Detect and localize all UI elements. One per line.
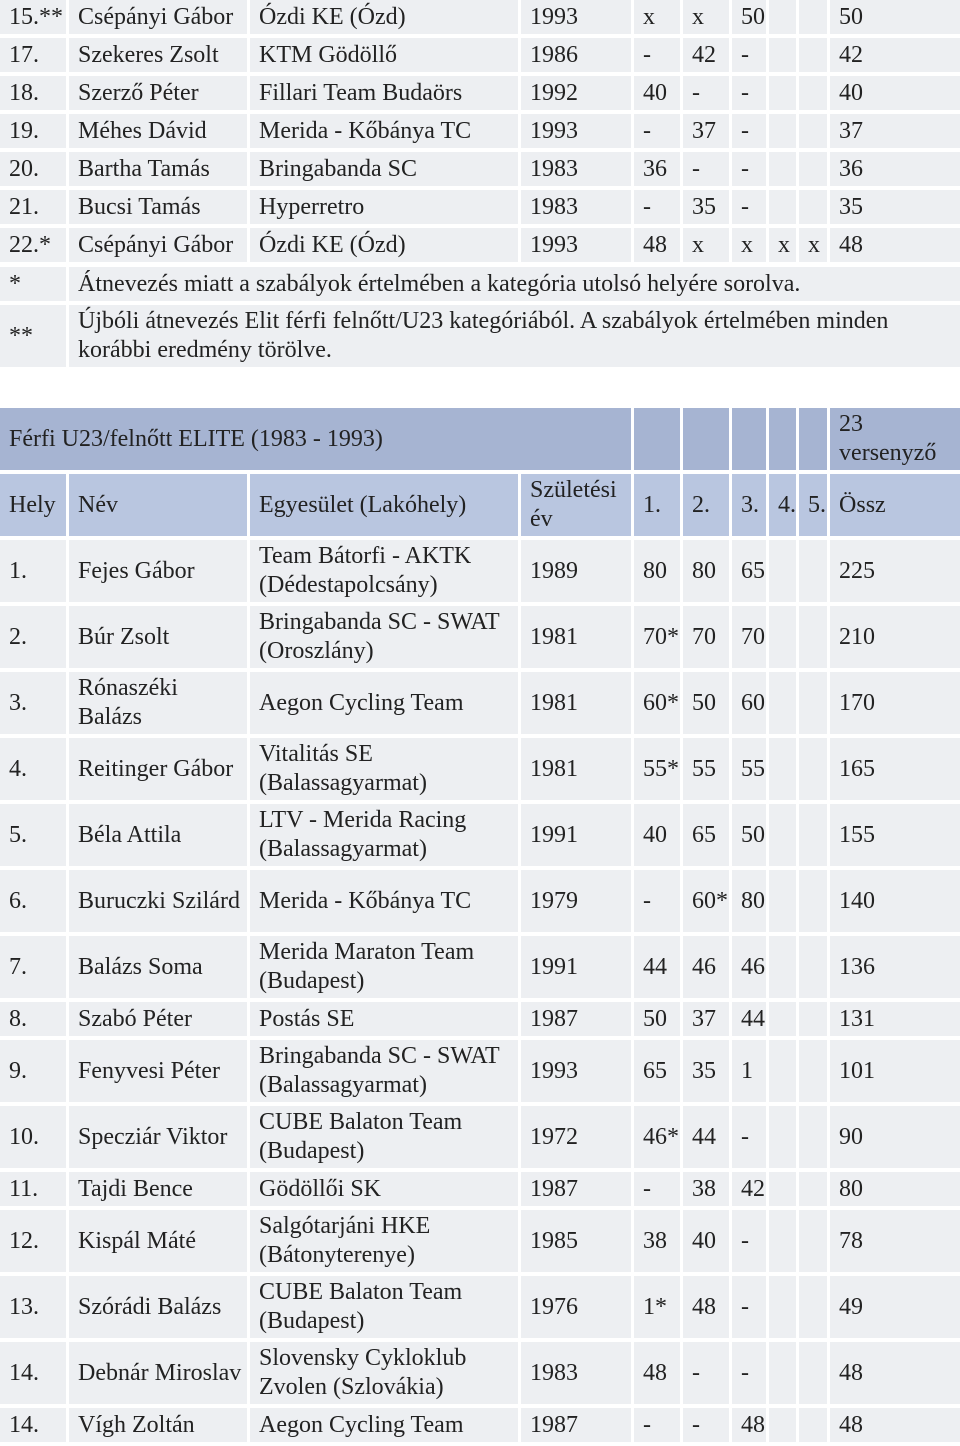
cell-total: 40 bbox=[827, 76, 960, 110]
cell-race-1: - bbox=[631, 190, 680, 224]
table-row bbox=[0, 672, 960, 734]
cell-race-3: 42 bbox=[729, 1172, 766, 1206]
cell-birth-year: 1991 bbox=[518, 804, 631, 866]
cell-race-5 bbox=[796, 540, 827, 602]
cell-race-5 bbox=[796, 152, 827, 186]
cell-race-1: 40 bbox=[631, 804, 680, 866]
cell-race-1: 80 bbox=[631, 540, 680, 602]
cell-club: CUBE Balaton Team (Budapest) bbox=[247, 1106, 518, 1168]
cell-birth-year: 1987 bbox=[518, 1408, 631, 1442]
cell-total: 48 bbox=[827, 1342, 960, 1404]
cell-birth-year: 1991 bbox=[518, 936, 631, 998]
cell-race-5 bbox=[796, 114, 827, 148]
cell-club: Fillari Team Budaörs bbox=[247, 76, 518, 110]
cell-birth-year: 1972 bbox=[518, 1106, 631, 1168]
previous-category-table bbox=[0, 0, 960, 266]
cell-race-3: 55 bbox=[729, 738, 766, 800]
cell-club: LTV - Merida Racing (Balassagyarmat) bbox=[247, 804, 518, 866]
cell-total: 49 bbox=[827, 1276, 960, 1338]
cell-race-1: 44 bbox=[631, 936, 680, 998]
cell-race-5 bbox=[796, 1002, 827, 1036]
cell-race-5 bbox=[796, 190, 827, 224]
cell-place: 14. bbox=[0, 1408, 66, 1442]
cell-race-1: 1* bbox=[631, 1276, 680, 1338]
cell-race-1: - bbox=[631, 38, 680, 72]
cell-total: 140 bbox=[827, 870, 960, 932]
cell-race-3: 60 bbox=[729, 672, 766, 734]
cell-race-2: 40 bbox=[680, 1210, 729, 1272]
cell-race-1: x bbox=[631, 0, 680, 34]
cell-place: 17. bbox=[0, 38, 66, 72]
cell-birth-year: 1987 bbox=[518, 1002, 631, 1036]
cell-race-3: - bbox=[729, 1276, 766, 1338]
cell-birth-year: 1979 bbox=[518, 870, 631, 932]
cell-race-2: 80 bbox=[680, 540, 729, 602]
cell-race-3: 50 bbox=[729, 804, 766, 866]
cell-name: Béla Attila bbox=[66, 804, 247, 866]
table-row bbox=[0, 1172, 960, 1206]
cell-total: 155 bbox=[827, 804, 960, 866]
cell-club: Merida Maraton Team (Budapest) bbox=[247, 936, 518, 998]
cell-race-1: 40 bbox=[631, 76, 680, 110]
category-title-row bbox=[0, 408, 960, 470]
cell-club: Ózdi KE (Ózd) bbox=[247, 228, 518, 262]
cell-race-4 bbox=[766, 1276, 796, 1338]
cell-total: 131 bbox=[827, 1002, 960, 1036]
cell-race-3: 50 bbox=[729, 0, 766, 34]
cell-name: Specziár Viktor bbox=[66, 1106, 247, 1168]
cell-race-3: - bbox=[729, 38, 766, 72]
header-race-4: 4. bbox=[766, 474, 796, 536]
table-row bbox=[0, 228, 960, 262]
cell-race-2: - bbox=[680, 152, 729, 186]
cell-race-4 bbox=[766, 540, 796, 602]
header-ossz: Össz bbox=[827, 474, 960, 536]
cell-race-4 bbox=[766, 1210, 796, 1272]
cell-place: 14. bbox=[0, 1342, 66, 1404]
cell-place: 21. bbox=[0, 190, 66, 224]
cell-name: Fenyvesi Péter bbox=[66, 1040, 247, 1102]
cell-total: 78 bbox=[827, 1210, 960, 1272]
cell-race-4 bbox=[766, 1342, 796, 1404]
header-race-2: 2. bbox=[680, 474, 729, 536]
cell-birth-year: 1983 bbox=[518, 152, 631, 186]
table-row bbox=[0, 606, 960, 668]
cell-race-5 bbox=[796, 76, 827, 110]
header-race-1: 1. bbox=[631, 474, 680, 536]
cell-birth-year: 1989 bbox=[518, 540, 631, 602]
cell-race-2: x bbox=[680, 228, 729, 262]
table-row bbox=[0, 804, 960, 866]
cell-club: Bringabanda SC bbox=[247, 152, 518, 186]
cell-club: Slovensky Cykloklub Zvolen (Szlovákia) bbox=[247, 1342, 518, 1404]
cell-name: Csépányi Gábor bbox=[66, 0, 247, 34]
cell-race-4 bbox=[766, 672, 796, 734]
cell-race-5 bbox=[796, 1172, 827, 1206]
cell-name: Buruczki Szilárd bbox=[66, 870, 247, 932]
cell-race-5 bbox=[796, 738, 827, 800]
header-race-3: 3. bbox=[729, 474, 766, 536]
cell-race-5 bbox=[796, 606, 827, 668]
cell-race-1: 65 bbox=[631, 1040, 680, 1102]
cell-name: Kispál Máté bbox=[66, 1210, 247, 1272]
cell-race-3: x bbox=[729, 228, 766, 262]
cell-race-2: 44 bbox=[680, 1106, 729, 1168]
cell-race-3: - bbox=[729, 1342, 766, 1404]
cell-race-4 bbox=[766, 1172, 796, 1206]
cell-race-1: - bbox=[631, 1408, 680, 1442]
cell-race-4 bbox=[766, 1106, 796, 1168]
cell-race-3: 46 bbox=[729, 936, 766, 998]
cell-name: Szekeres Zsolt bbox=[66, 38, 247, 72]
cell-name: Debnár Miroslav bbox=[66, 1342, 247, 1404]
header-race-5: 5. bbox=[796, 474, 827, 536]
cell-club: Bringabanda SC - SWAT (Balassagyarmat) bbox=[247, 1040, 518, 1102]
cell-race-2: 35 bbox=[680, 190, 729, 224]
cell-race-5 bbox=[796, 1210, 827, 1272]
cell-race-2: 35 bbox=[680, 1040, 729, 1102]
cell-race-2: 38 bbox=[680, 1172, 729, 1206]
table-row bbox=[0, 76, 960, 110]
cell-total: 42 bbox=[827, 38, 960, 72]
cell-race-1: 36 bbox=[631, 152, 680, 186]
cell-name: Bartha Tamás bbox=[66, 152, 247, 186]
cell-race-2: 70 bbox=[680, 606, 729, 668]
footnote-text: Újbóli átnevezés Elit férfi felnőtt/U23 kategóriából. A szabályok értelmében minden korábbi eredmény törölve. bbox=[66, 305, 960, 367]
cell-place: 9. bbox=[0, 1040, 66, 1102]
results-table bbox=[0, 404, 960, 1446]
cell-race-3: - bbox=[729, 190, 766, 224]
cell-race-1: - bbox=[631, 870, 680, 932]
table-row bbox=[0, 1040, 960, 1102]
cell-race-3: - bbox=[729, 76, 766, 110]
cell-race-1: - bbox=[631, 114, 680, 148]
cell-place: 10. bbox=[0, 1106, 66, 1168]
cell-place: 7. bbox=[0, 936, 66, 998]
header-hely: Hely bbox=[0, 474, 66, 536]
table-row bbox=[0, 1342, 960, 1404]
cell-total: 90 bbox=[827, 1106, 960, 1168]
cell-name: Balázs Soma bbox=[66, 936, 247, 998]
cell-race-5 bbox=[796, 870, 827, 932]
cell-race-1: 55* bbox=[631, 738, 680, 800]
cell-place: 6. bbox=[0, 870, 66, 932]
cell-race-5 bbox=[796, 1040, 827, 1102]
cell-birth-year: 1993 bbox=[518, 114, 631, 148]
cell-place: 1. bbox=[0, 540, 66, 602]
table-row bbox=[0, 738, 960, 800]
cell-birth-year: 1983 bbox=[518, 1342, 631, 1404]
cell-race-5 bbox=[796, 0, 827, 34]
cell-birth-year: 1993 bbox=[518, 228, 631, 262]
cell-name: Szabó Péter bbox=[66, 1002, 247, 1036]
header-szuletesi-ev: Születési év bbox=[518, 474, 631, 536]
cell-race-4: x bbox=[766, 228, 796, 262]
cell-race-3: - bbox=[729, 1106, 766, 1168]
cell-race-1: 60* bbox=[631, 672, 680, 734]
cell-race-4 bbox=[766, 38, 796, 72]
cell-total: 35 bbox=[827, 190, 960, 224]
cell-club: Aegon Cycling Team bbox=[247, 1408, 518, 1442]
cell-birth-year: 1985 bbox=[518, 1210, 631, 1272]
cell-club: Postás SE bbox=[247, 1002, 518, 1036]
cell-club: Vitalitás SE (Balassagyarmat) bbox=[247, 738, 518, 800]
cell-place: 18. bbox=[0, 76, 66, 110]
table-row bbox=[0, 114, 960, 148]
cell-birth-year: 1981 bbox=[518, 672, 631, 734]
table-row bbox=[0, 870, 960, 932]
cell-club: Gödöllői SK bbox=[247, 1172, 518, 1206]
cell-club: Salgótarjáni HKE (Bátonyterenye) bbox=[247, 1210, 518, 1272]
cell-total: 37 bbox=[827, 114, 960, 148]
cell-race-2: 46 bbox=[680, 936, 729, 998]
header-nev: Név bbox=[66, 474, 247, 536]
cell-birth-year: 1983 bbox=[518, 190, 631, 224]
cell-birth-year: 1987 bbox=[518, 1172, 631, 1206]
cell-club: Aegon Cycling Team bbox=[247, 672, 518, 734]
category-title: Férfi U23/felnőtt ELITE (1983 - 1993) bbox=[0, 408, 631, 470]
cell-club: Ózdi KE (Ózd) bbox=[247, 0, 518, 34]
cell-race-5: x bbox=[796, 228, 827, 262]
competitor-count: 23 versenyző bbox=[827, 408, 960, 470]
cell-race-3: 44 bbox=[729, 1002, 766, 1036]
cell-race-4 bbox=[766, 1408, 796, 1442]
cell-name: Szerző Péter bbox=[66, 76, 247, 110]
cell-total: 136 bbox=[827, 936, 960, 998]
cell-race-5 bbox=[796, 1408, 827, 1442]
cell-total: 48 bbox=[827, 228, 960, 262]
cell-race-4 bbox=[766, 870, 796, 932]
cell-race-2: 48 bbox=[680, 1276, 729, 1338]
cell-race-4 bbox=[766, 152, 796, 186]
cell-birth-year: 1986 bbox=[518, 38, 631, 72]
cell-place: 22.* bbox=[0, 228, 66, 262]
cell-race-5 bbox=[796, 38, 827, 72]
cell-race-5 bbox=[796, 804, 827, 866]
cell-race-2: - bbox=[680, 1408, 729, 1442]
cell-name: Fejes Gábor bbox=[66, 540, 247, 602]
cell-place: 8. bbox=[0, 1002, 66, 1036]
cell-race-1: 46* bbox=[631, 1106, 680, 1168]
cell-race-5 bbox=[796, 936, 827, 998]
cell-race-1: 50 bbox=[631, 1002, 680, 1036]
cell-club: Bringabanda SC - SWAT (Oroszlány) bbox=[247, 606, 518, 668]
cell-race-2: 37 bbox=[680, 1002, 729, 1036]
cell-name: Tajdi Bence bbox=[66, 1172, 247, 1206]
cell-race-4 bbox=[766, 190, 796, 224]
cell-club: KTM Gödöllő bbox=[247, 38, 518, 72]
cell-race-3: - bbox=[729, 1210, 766, 1272]
footnotes bbox=[0, 263, 960, 371]
cell-race-3: 65 bbox=[729, 540, 766, 602]
table-row bbox=[0, 152, 960, 186]
cell-total: 36 bbox=[827, 152, 960, 186]
footnote-mark: ** bbox=[0, 305, 66, 367]
cell-total: 80 bbox=[827, 1172, 960, 1206]
cell-race-4 bbox=[766, 1002, 796, 1036]
cell-race-4 bbox=[766, 738, 796, 800]
cell-birth-year: 1992 bbox=[518, 76, 631, 110]
cell-race-4 bbox=[766, 114, 796, 148]
cell-race-3: - bbox=[729, 114, 766, 148]
footnote-text: Átnevezés miatt a szabályok értelmében a kategória utolsó helyére sorolva. bbox=[66, 267, 960, 301]
cell-race-3: 80 bbox=[729, 870, 766, 932]
table-row bbox=[0, 1408, 960, 1442]
table-row bbox=[0, 1276, 960, 1338]
cell-club: Merida - Kőbánya TC bbox=[247, 870, 518, 932]
cell-club: Team Bátorfi - AKTK (Dédestapolcsány) bbox=[247, 540, 518, 602]
cell-race-3: - bbox=[729, 152, 766, 186]
cell-place: 2. bbox=[0, 606, 66, 668]
cell-race-1: 38 bbox=[631, 1210, 680, 1272]
cell-place: 3. bbox=[0, 672, 66, 734]
cell-club: Merida - Kőbánya TC bbox=[247, 114, 518, 148]
cell-race-3: 48 bbox=[729, 1408, 766, 1442]
cell-race-2: 55 bbox=[680, 738, 729, 800]
cell-race-3: 70 bbox=[729, 606, 766, 668]
cell-name: Vígh Zoltán bbox=[66, 1408, 247, 1442]
cell-club: Hyperretro bbox=[247, 190, 518, 224]
table-row bbox=[0, 1106, 960, 1168]
cell-place: 19. bbox=[0, 114, 66, 148]
cell-birth-year: 1981 bbox=[518, 606, 631, 668]
cell-birth-year: 1993 bbox=[518, 0, 631, 34]
cell-race-1: 70* bbox=[631, 606, 680, 668]
table-row bbox=[0, 0, 960, 34]
cell-race-2: 60* bbox=[680, 870, 729, 932]
cell-race-4 bbox=[766, 936, 796, 998]
cell-total: 170 bbox=[827, 672, 960, 734]
cell-name: Csépányi Gábor bbox=[66, 228, 247, 262]
cell-name: Reitinger Gábor bbox=[66, 738, 247, 800]
cell-race-2: 42 bbox=[680, 38, 729, 72]
cell-race-4 bbox=[766, 804, 796, 866]
cell-total: 165 bbox=[827, 738, 960, 800]
cell-race-4 bbox=[766, 0, 796, 34]
cell-club: CUBE Balaton Team (Budapest) bbox=[247, 1276, 518, 1338]
cell-place: 20. bbox=[0, 152, 66, 186]
cell-place: 12. bbox=[0, 1210, 66, 1272]
cell-birth-year: 1976 bbox=[518, 1276, 631, 1338]
cell-race-5 bbox=[796, 1276, 827, 1338]
cell-race-2: - bbox=[680, 1342, 729, 1404]
cell-place: 5. bbox=[0, 804, 66, 866]
header-row bbox=[0, 474, 960, 536]
header-egyesulet: Egyesület (Lakóhely) bbox=[247, 474, 518, 536]
cell-place: 4. bbox=[0, 738, 66, 800]
table-row bbox=[0, 540, 960, 602]
cell-race-2: - bbox=[680, 76, 729, 110]
cell-place: 11. bbox=[0, 1172, 66, 1206]
cell-race-3: 1 bbox=[729, 1040, 766, 1102]
cell-race-2: 37 bbox=[680, 114, 729, 148]
table-row bbox=[0, 1210, 960, 1272]
cell-race-1: - bbox=[631, 1172, 680, 1206]
footnote-mark: * bbox=[0, 267, 66, 301]
cell-race-2: 65 bbox=[680, 804, 729, 866]
table-row bbox=[0, 1002, 960, 1036]
cell-place: 15.** bbox=[0, 0, 66, 34]
cell-race-2: x bbox=[680, 0, 729, 34]
cell-race-1: 48 bbox=[631, 1342, 680, 1404]
cell-race-5 bbox=[796, 672, 827, 734]
cell-name: Bucsi Tamás bbox=[66, 190, 247, 224]
cell-total: 48 bbox=[827, 1408, 960, 1442]
cell-place: 13. bbox=[0, 1276, 66, 1338]
cell-race-5 bbox=[796, 1342, 827, 1404]
cell-name: Búr Zsolt bbox=[66, 606, 247, 668]
cell-race-5 bbox=[796, 1106, 827, 1168]
cell-total: 101 bbox=[827, 1040, 960, 1102]
cell-total: 225 bbox=[827, 540, 960, 602]
table-row bbox=[0, 936, 960, 998]
cell-total: 210 bbox=[827, 606, 960, 668]
cell-race-1: 48 bbox=[631, 228, 680, 262]
cell-birth-year: 1993 bbox=[518, 1040, 631, 1102]
cell-birth-year: 1981 bbox=[518, 738, 631, 800]
cell-race-4 bbox=[766, 76, 796, 110]
cell-race-4 bbox=[766, 606, 796, 668]
cell-race-2: 50 bbox=[680, 672, 729, 734]
table-row bbox=[0, 190, 960, 224]
cell-total: 50 bbox=[827, 0, 960, 34]
cell-name: Szórádi Balázs bbox=[66, 1276, 247, 1338]
table-row bbox=[0, 38, 960, 72]
cell-name: Méhes Dávid bbox=[66, 114, 247, 148]
cell-race-4 bbox=[766, 1040, 796, 1102]
cell-name: Rónaszéki Balázs bbox=[66, 672, 247, 734]
